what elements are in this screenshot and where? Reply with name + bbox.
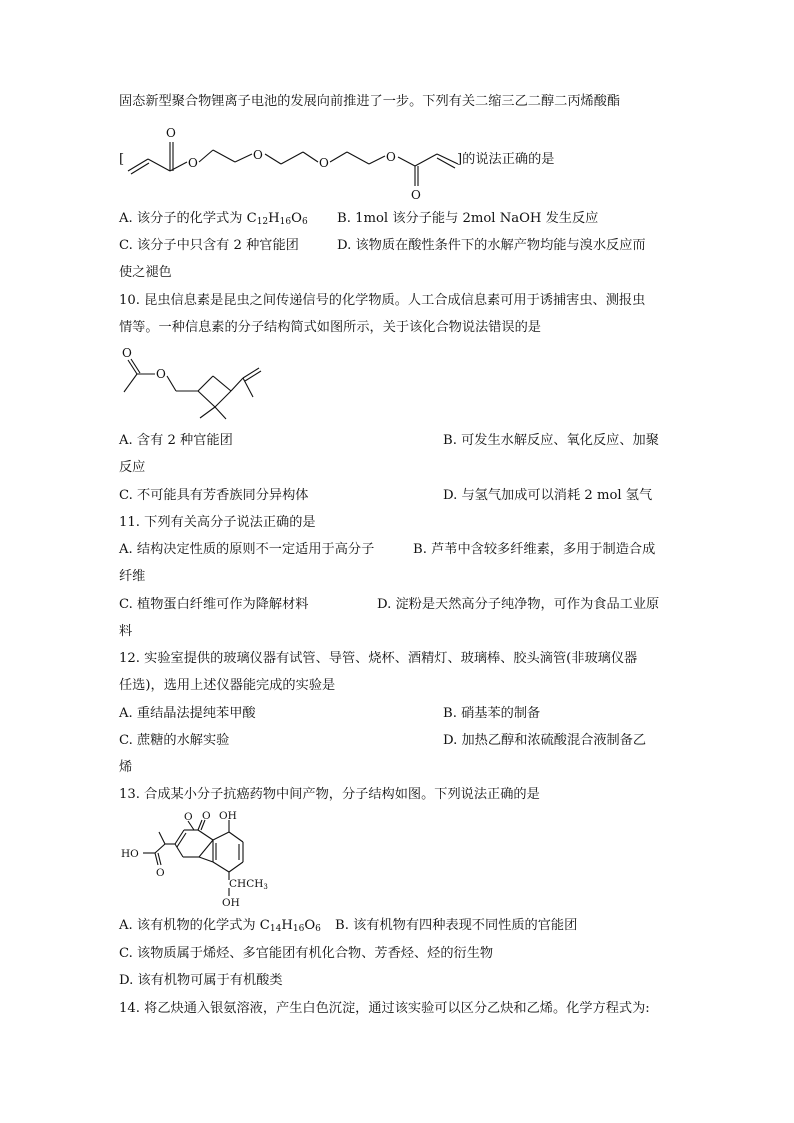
- q13-option-b: B. 该有机物有四种表现不同性质的官能团: [335, 918, 578, 933]
- q12-option-d-cont: 烯: [119, 760, 133, 775]
- coumarin-structure: [118, 810, 278, 910]
- q9-option-b: B. 1mol 该分子能与 2mol NaOH 发生反应: [337, 211, 599, 226]
- ether-oxygen-2: O: [319, 156, 329, 170]
- q13-option-a: A. 该有机物的化学式为 $C_{14}H_{16}O_6$: [119, 918, 321, 934]
- ester-oxygen-right: O: [386, 150, 396, 164]
- diacrylate-structure: [125, 124, 465, 202]
- q12-stem-line1: 12. 实验室提供的玻璃仪器有试管、导管、烧杯、酒精灯、玻璃棒、胶头滴管(非玻璃仪器: [119, 651, 638, 666]
- ether-oxygen-1: O: [253, 148, 263, 162]
- q10-stem-line1: 10. 昆虫信息素是昆虫之间传递信号的化学物质。人工合成信息素可用于诱捕害虫、测报虫: [119, 293, 646, 308]
- carbonyl-oxygen-top: O: [166, 126, 176, 140]
- q12-option-d: D. 加热乙醇和浓硫酸混合液制备乙: [443, 733, 647, 748]
- q9-option-d: D. 该物质在酸性条件下的水解产物均能与溴水反应而: [337, 238, 646, 253]
- q10-option-b-cont: 反应: [119, 460, 146, 475]
- coumarin-acid-ho: HO: [121, 848, 139, 860]
- q9-option-c: C. 该分子中只含有 2 种官能团: [119, 238, 299, 253]
- coumarin-lactone-oxygen: O: [202, 810, 211, 822]
- q11-option-d-cont: 料: [119, 624, 133, 639]
- coumarin-chch3: CHCH3: [229, 878, 268, 891]
- q11-option-d: D. 淀粉是天然高分子纯净物，可作为食品工业原: [377, 597, 660, 612]
- coumarin-acid-oxygen: O: [156, 867, 165, 879]
- q10-stem-line2: 情等。一种信息素的分子结构简式如图所示，关于该化合物说法错误的是: [119, 320, 541, 335]
- q13-option-d: D. 该有机物可属于有机酸类: [119, 973, 283, 988]
- q9-stem-tail: ]的说法正确的是: [457, 152, 555, 167]
- q12-option-c: C. 蔗糖的水解实验: [119, 733, 230, 748]
- q11-option-b: B. 芦苇中含较多纤维素，多用于制造合成: [413, 542, 656, 557]
- q10-option-a: A. 含有 2 种官能团: [119, 433, 233, 448]
- coumarin-ring-oxygen: O: [184, 811, 193, 823]
- pheromone-ester-oxygen: O: [156, 367, 166, 381]
- q13-option-c: C. 该物质属于烯烃、多官能团有机化合物、芳香烃、烃的衍生物: [119, 946, 494, 961]
- q11-stem: 11. 下列有关高分子说法正确的是: [119, 515, 316, 530]
- bracket-open: [: [119, 152, 125, 167]
- pheromone-structure: [118, 340, 278, 420]
- q9-option-d-cont: 使之褪色: [119, 265, 172, 280]
- q9-option-a: A. 该分子的化学式为 $C_{12}H_{16}O_6$: [119, 211, 308, 227]
- q10-option-c: C. 不可能具有芳香族同分异构体: [119, 488, 309, 503]
- q10-option-d: D. 与氢气加成可以消耗 2 mol 氢气: [443, 488, 653, 503]
- coumarin-phenol-oh: OH: [219, 810, 237, 822]
- ester-oxygen-left: O: [188, 156, 198, 170]
- q13-stem: 13. 合成某小分子抗癌药物中间产物，分子结构如图。下列说法正确的是: [119, 787, 540, 802]
- q12-option-a: A. 重结晶法提纯苯甲酸: [119, 706, 256, 721]
- q11-option-a: A. 结构决定性质的原则不一定适用于高分子: [119, 542, 375, 557]
- carbonyl-oxygen-bottom: O: [411, 188, 421, 202]
- q12-stem-line2: 任选)，选用上述仪器能完成的实验是: [119, 678, 336, 693]
- q11-option-c: C. 植物蛋白纤维可作为降解材料: [119, 597, 309, 612]
- q9-stem-line1: 固态新型聚合物锂离子电池的发展向前推进了一步。下列有关二缩三乙二醇二丙烯酸酯: [119, 94, 621, 109]
- q11-option-b-cont: 纤维: [119, 569, 146, 584]
- q12-option-b: B. 硝基苯的制备: [443, 706, 541, 721]
- pheromone-carbonyl-oxygen: O: [122, 346, 132, 360]
- coumarin-side-oh: OH: [222, 897, 240, 909]
- q14-stem: 14. 将乙炔通入银氨溶液，产生白色沉淀，通过该实验可以区分乙炔和乙烯。化学方程式为:: [119, 1001, 650, 1016]
- q10-option-b: B. 可发生水解反应、氧化反应、加聚: [443, 433, 659, 448]
